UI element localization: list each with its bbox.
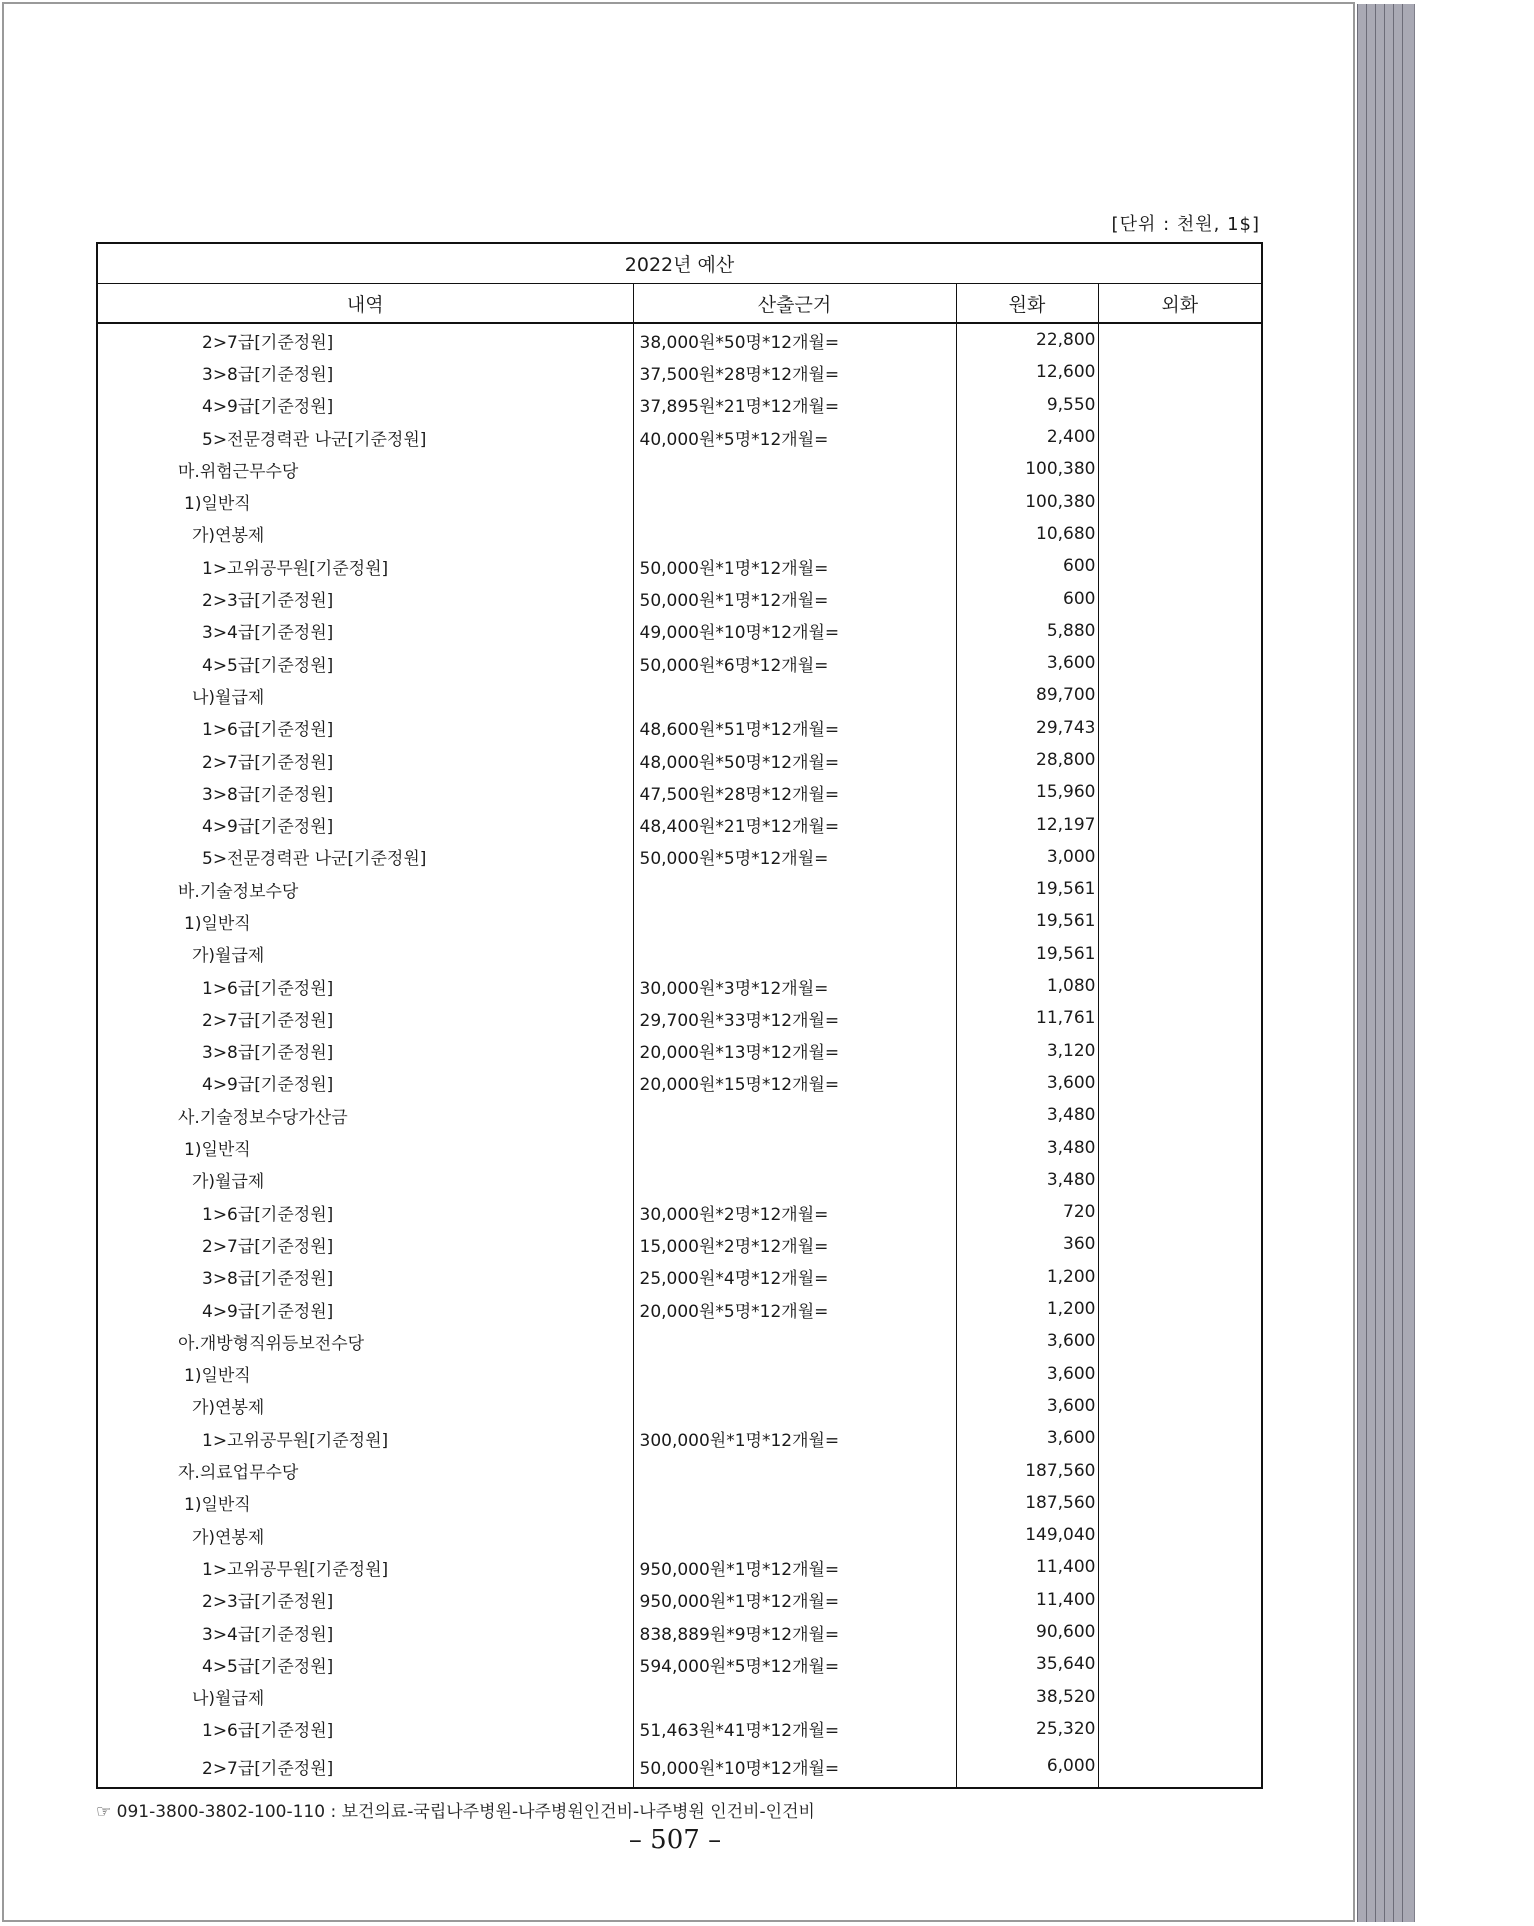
table-row	[97, 1454, 1262, 1486]
row-description: 4>9급[기준정원]	[97, 808, 633, 840]
row-krw-amount: 28,800	[956, 744, 1098, 776]
row-description: 1>고위공무원[기준정원]	[97, 550, 633, 582]
row-description: 1>6급[기준정원]	[97, 1713, 633, 1745]
row-basis: 48,400원*21명*12개월=	[633, 808, 956, 840]
row-description: 4>9급[기준정원]	[97, 1067, 633, 1099]
row-krw-amount: 25,320	[956, 1713, 1098, 1745]
row-foreign-amount	[1098, 776, 1262, 808]
row-basis: 37,895원*21명*12개월=	[633, 389, 956, 421]
table-row	[97, 905, 1262, 937]
row-basis	[633, 679, 956, 711]
row-foreign-amount	[1098, 1067, 1262, 1099]
row-krw-amount: 3,600	[956, 1325, 1098, 1357]
row-krw-amount: 3,600	[956, 1390, 1098, 1422]
row-description: 3>8급[기준정원]	[97, 356, 633, 388]
table-row	[97, 1680, 1262, 1712]
row-foreign-amount	[1098, 679, 1262, 711]
row-basis: 20,000원*15명*12개월=	[633, 1067, 956, 1099]
row-krw-amount: 3,600	[956, 1067, 1098, 1099]
row-foreign-amount	[1098, 647, 1262, 679]
row-foreign-amount	[1098, 1454, 1262, 1486]
row-description: 1)일반직	[97, 905, 633, 937]
row-basis: 40,000원*5명*12개월=	[633, 421, 956, 453]
row-foreign-amount	[1098, 485, 1262, 517]
row-basis: 38,000원*50명*12개월=	[633, 323, 956, 356]
table-row	[97, 1390, 1262, 1422]
row-basis: 15,000원*2명*12개월=	[633, 1228, 956, 1260]
table-row	[97, 356, 1262, 388]
row-foreign-amount	[1098, 1099, 1262, 1131]
row-foreign-amount	[1098, 550, 1262, 582]
row-krw-amount: 360	[956, 1228, 1098, 1260]
table-row	[97, 582, 1262, 614]
row-krw-amount: 15,960	[956, 776, 1098, 808]
row-description: 1>6급[기준정원]	[97, 1196, 633, 1228]
row-foreign-amount	[1098, 582, 1262, 614]
table-row	[97, 1002, 1262, 1034]
table-row	[97, 1519, 1262, 1551]
row-foreign-amount	[1098, 1035, 1262, 1067]
row-krw-amount: 19,561	[956, 905, 1098, 937]
table-row	[97, 1713, 1262, 1745]
table-row	[97, 518, 1262, 550]
table-row	[97, 647, 1262, 679]
table-row	[97, 1584, 1262, 1616]
table-row	[97, 873, 1262, 905]
row-krw-amount: 12,600	[956, 356, 1098, 388]
row-krw-amount: 19,561	[956, 873, 1098, 905]
row-description: 가)연봉제	[97, 1390, 633, 1422]
row-basis: 300,000원*1명*12개월=	[633, 1422, 956, 1454]
row-krw-amount: 3,480	[956, 1131, 1098, 1163]
row-description: 마.위험근무수당	[97, 453, 633, 485]
row-krw-amount: 89,700	[956, 679, 1098, 711]
row-foreign-amount	[1098, 1713, 1262, 1745]
table-row	[97, 744, 1262, 776]
table-row	[97, 1358, 1262, 1390]
row-krw-amount: 3,480	[956, 1164, 1098, 1196]
row-description: 2>7급[기준정원]	[97, 744, 633, 776]
row-krw-amount: 3,600	[956, 647, 1098, 679]
row-foreign-amount	[1098, 1293, 1262, 1325]
unit-label: [단위 : 천원, 1$]	[1111, 214, 1260, 235]
row-description: 1)일반직	[97, 1131, 633, 1163]
row-description: 1>고위공무원[기준정원]	[97, 1422, 633, 1454]
row-basis: 29,700원*33명*12개월=	[633, 1002, 956, 1034]
table-row	[97, 1648, 1262, 1680]
row-description: 2>7급[기준정원]	[97, 1228, 633, 1260]
row-basis	[633, 1519, 956, 1551]
table-row	[97, 1325, 1262, 1357]
row-foreign-amount	[1098, 1261, 1262, 1293]
table-body	[97, 323, 1262, 1788]
row-foreign-amount	[1098, 1616, 1262, 1648]
row-basis	[633, 1390, 956, 1422]
row-basis: 50,000원*1명*12개월=	[633, 582, 956, 614]
row-basis: 37,500원*28명*12개월=	[633, 356, 956, 388]
row-krw-amount: 100,380	[956, 485, 1098, 517]
row-foreign-amount	[1098, 1648, 1262, 1680]
row-foreign-amount	[1098, 356, 1262, 388]
row-description: 3>8급[기준정원]	[97, 776, 633, 808]
row-basis: 50,000원*1명*12개월=	[633, 550, 956, 582]
row-krw-amount: 5,880	[956, 615, 1098, 647]
row-basis	[633, 1454, 956, 1486]
row-description: 자.의료업무수당	[97, 1454, 633, 1486]
row-krw-amount: 600	[956, 582, 1098, 614]
footer-note: ☞ 091-3800-3802-100-110 : 보건의료-국립나주병원-나주병원인건비-나주병원 인건비-인건비	[96, 1802, 815, 1822]
header-krw: 원화	[956, 284, 1098, 324]
row-description: 1)일반직	[97, 485, 633, 517]
row-description: 2>7급[기준정원]	[97, 323, 633, 356]
row-description: 1)일반직	[97, 1487, 633, 1519]
row-krw-amount: 90,600	[956, 1616, 1098, 1648]
row-description: 2>3급[기준정원]	[97, 1584, 633, 1616]
row-basis: 20,000원*5명*12개월=	[633, 1293, 956, 1325]
table-row	[97, 1261, 1262, 1293]
row-description: 4>9급[기준정원]	[97, 1293, 633, 1325]
row-krw-amount: 22,800	[956, 323, 1098, 356]
row-basis	[633, 938, 956, 970]
table-row	[97, 550, 1262, 582]
row-basis: 950,000원*1명*12개월=	[633, 1584, 956, 1616]
row-description: 5>전문경력관 나군[기준정원]	[97, 421, 633, 453]
row-foreign-amount	[1098, 1325, 1262, 1357]
table-row	[97, 776, 1262, 808]
header-description: 내역	[97, 284, 633, 324]
row-krw-amount: 9,550	[956, 389, 1098, 421]
row-basis: 50,000원*5명*12개월=	[633, 841, 956, 873]
row-krw-amount: 3,120	[956, 1035, 1098, 1067]
row-krw-amount: 19,561	[956, 938, 1098, 970]
table-row	[97, 1196, 1262, 1228]
table-row	[97, 679, 1262, 711]
row-krw-amount: 12,197	[956, 808, 1098, 840]
row-foreign-amount	[1098, 1002, 1262, 1034]
row-basis: 49,000원*10명*12개월=	[633, 615, 956, 647]
table-row	[97, 938, 1262, 970]
row-krw-amount: 720	[956, 1196, 1098, 1228]
row-basis: 50,000원*6명*12개월=	[633, 647, 956, 679]
row-description: 4>5급[기준정원]	[97, 1648, 633, 1680]
row-description: 4>5급[기준정원]	[97, 647, 633, 679]
table-row	[97, 1035, 1262, 1067]
table-row	[97, 389, 1262, 421]
table-row	[97, 970, 1262, 1002]
row-krw-amount: 2,400	[956, 421, 1098, 453]
row-krw-amount: 3,480	[956, 1099, 1098, 1131]
row-description: 사.기술정보수당가산금	[97, 1099, 633, 1131]
row-krw-amount: 10,680	[956, 518, 1098, 550]
row-foreign-amount	[1098, 1745, 1262, 1788]
row-description: 가)연봉제	[97, 1519, 633, 1551]
row-krw-amount: 187,560	[956, 1454, 1098, 1486]
row-basis	[633, 1325, 956, 1357]
row-foreign-amount	[1098, 1519, 1262, 1551]
row-krw-amount: 38,520	[956, 1680, 1098, 1712]
row-description: 나)월급제	[97, 1680, 633, 1712]
row-description: 1>6급[기준정원]	[97, 712, 633, 744]
row-krw-amount: 100,380	[956, 453, 1098, 485]
budget-table	[96, 242, 1263, 1789]
row-description: 가)연봉제	[97, 518, 633, 550]
row-foreign-amount	[1098, 615, 1262, 647]
row-foreign-amount	[1098, 323, 1262, 356]
row-basis	[633, 1099, 956, 1131]
row-krw-amount: 3,600	[956, 1358, 1098, 1390]
row-description: 2>7급[기준정원]	[97, 1745, 633, 1788]
row-basis	[633, 1358, 956, 1390]
row-basis: 47,500원*28명*12개월=	[633, 776, 956, 808]
row-description: 3>8급[기준정원]	[97, 1261, 633, 1293]
row-krw-amount: 29,743	[956, 712, 1098, 744]
row-foreign-amount	[1098, 1390, 1262, 1422]
table-row	[97, 1616, 1262, 1648]
row-foreign-amount	[1098, 873, 1262, 905]
row-basis	[633, 518, 956, 550]
row-krw-amount: 11,400	[956, 1551, 1098, 1583]
row-basis: 51,463원*41명*12개월=	[633, 1713, 956, 1745]
row-foreign-amount	[1098, 421, 1262, 453]
row-foreign-amount	[1098, 712, 1262, 744]
table-row	[97, 421, 1262, 453]
row-description: 바.기술정보수당	[97, 873, 633, 905]
row-foreign-amount	[1098, 1196, 1262, 1228]
row-basis: 594,000원*5명*12개월=	[633, 1648, 956, 1680]
row-foreign-amount	[1098, 453, 1262, 485]
row-foreign-amount	[1098, 1487, 1262, 1519]
row-description: 가)월급제	[97, 938, 633, 970]
row-krw-amount: 3,000	[956, 841, 1098, 873]
table-row	[97, 808, 1262, 840]
row-basis	[633, 905, 956, 937]
row-description: 5>전문경력관 나군[기준정원]	[97, 841, 633, 873]
row-foreign-amount	[1098, 970, 1262, 1002]
row-krw-amount: 600	[956, 550, 1098, 582]
row-basis	[633, 1487, 956, 1519]
row-krw-amount: 11,761	[956, 1002, 1098, 1034]
table-row	[97, 1422, 1262, 1454]
row-description: 아.개방형직위등보전수당	[97, 1325, 633, 1357]
row-basis	[633, 1164, 956, 1196]
row-description: 1>고위공무원[기준정원]	[97, 1551, 633, 1583]
table-row	[97, 1164, 1262, 1196]
page-number: – 507 –	[628, 1825, 722, 1855]
row-krw-amount: 187,560	[956, 1487, 1098, 1519]
table-title: 2022년 예산	[97, 243, 1262, 284]
table-row	[97, 323, 1262, 356]
row-foreign-amount	[1098, 808, 1262, 840]
row-description: 3>8급[기준정원]	[97, 1035, 633, 1067]
row-description: 3>4급[기준정원]	[97, 1616, 633, 1648]
row-foreign-amount	[1098, 1551, 1262, 1583]
row-foreign-amount	[1098, 1584, 1262, 1616]
row-basis: 838,889원*9명*12개월=	[633, 1616, 956, 1648]
row-foreign-amount	[1098, 1358, 1262, 1390]
row-basis: 48,000원*50명*12개월=	[633, 744, 956, 776]
row-foreign-amount	[1098, 389, 1262, 421]
row-basis: 950,000원*1명*12개월=	[633, 1551, 956, 1583]
row-foreign-amount	[1098, 1680, 1262, 1712]
row-foreign-amount	[1098, 518, 1262, 550]
table-row	[97, 1745, 1262, 1788]
table-row	[97, 1131, 1262, 1163]
page-edge	[1402, 4, 1415, 1922]
row-foreign-amount	[1098, 1164, 1262, 1196]
table-row	[97, 453, 1262, 485]
row-basis	[633, 453, 956, 485]
row-basis: 48,600원*51명*12개월=	[633, 712, 956, 744]
row-foreign-amount	[1098, 1422, 1262, 1454]
table-row	[97, 1099, 1262, 1131]
header-foreign: 외화	[1098, 284, 1262, 324]
row-description: 3>4급[기준정원]	[97, 615, 633, 647]
row-krw-amount: 11,400	[956, 1584, 1098, 1616]
table-row	[97, 485, 1262, 517]
row-description: 나)월급제	[97, 679, 633, 711]
row-basis: 50,000원*10명*12개월=	[633, 1745, 956, 1788]
table-row	[97, 841, 1262, 873]
row-description: 가)월급제	[97, 1164, 633, 1196]
row-foreign-amount	[1098, 1228, 1262, 1260]
row-krw-amount: 1,080	[956, 970, 1098, 1002]
row-krw-amount: 1,200	[956, 1261, 1098, 1293]
row-foreign-amount	[1098, 905, 1262, 937]
row-description: 2>3급[기준정원]	[97, 582, 633, 614]
row-foreign-amount	[1098, 841, 1262, 873]
table-row	[97, 712, 1262, 744]
row-foreign-amount	[1098, 938, 1262, 970]
table-row	[97, 1293, 1262, 1325]
row-description: 4>9급[기준정원]	[97, 389, 633, 421]
table-row	[97, 615, 1262, 647]
row-foreign-amount	[1098, 1131, 1262, 1163]
header-basis: 산출근거	[633, 284, 956, 324]
row-basis: 30,000원*2명*12개월=	[633, 1196, 956, 1228]
row-description: 1)일반직	[97, 1358, 633, 1390]
row-description: 2>7급[기준정원]	[97, 1002, 633, 1034]
row-krw-amount: 149,040	[956, 1519, 1098, 1551]
row-basis: 20,000원*13명*12개월=	[633, 1035, 956, 1067]
row-basis	[633, 1131, 956, 1163]
table-row	[97, 1228, 1262, 1260]
table-row	[97, 1551, 1262, 1583]
row-basis	[633, 485, 956, 517]
row-krw-amount: 6,000	[956, 1745, 1098, 1788]
row-basis: 25,000원*4명*12개월=	[633, 1261, 956, 1293]
row-krw-amount: 1,200	[956, 1293, 1098, 1325]
row-basis	[633, 1680, 956, 1712]
row-basis	[633, 873, 956, 905]
table-row	[97, 1487, 1262, 1519]
row-krw-amount: 3,600	[956, 1422, 1098, 1454]
row-basis: 30,000원*3명*12개월=	[633, 970, 956, 1002]
row-foreign-amount	[1098, 744, 1262, 776]
table-row	[97, 1067, 1262, 1099]
row-description: 1>6급[기준정원]	[97, 970, 633, 1002]
row-krw-amount: 35,640	[956, 1648, 1098, 1680]
